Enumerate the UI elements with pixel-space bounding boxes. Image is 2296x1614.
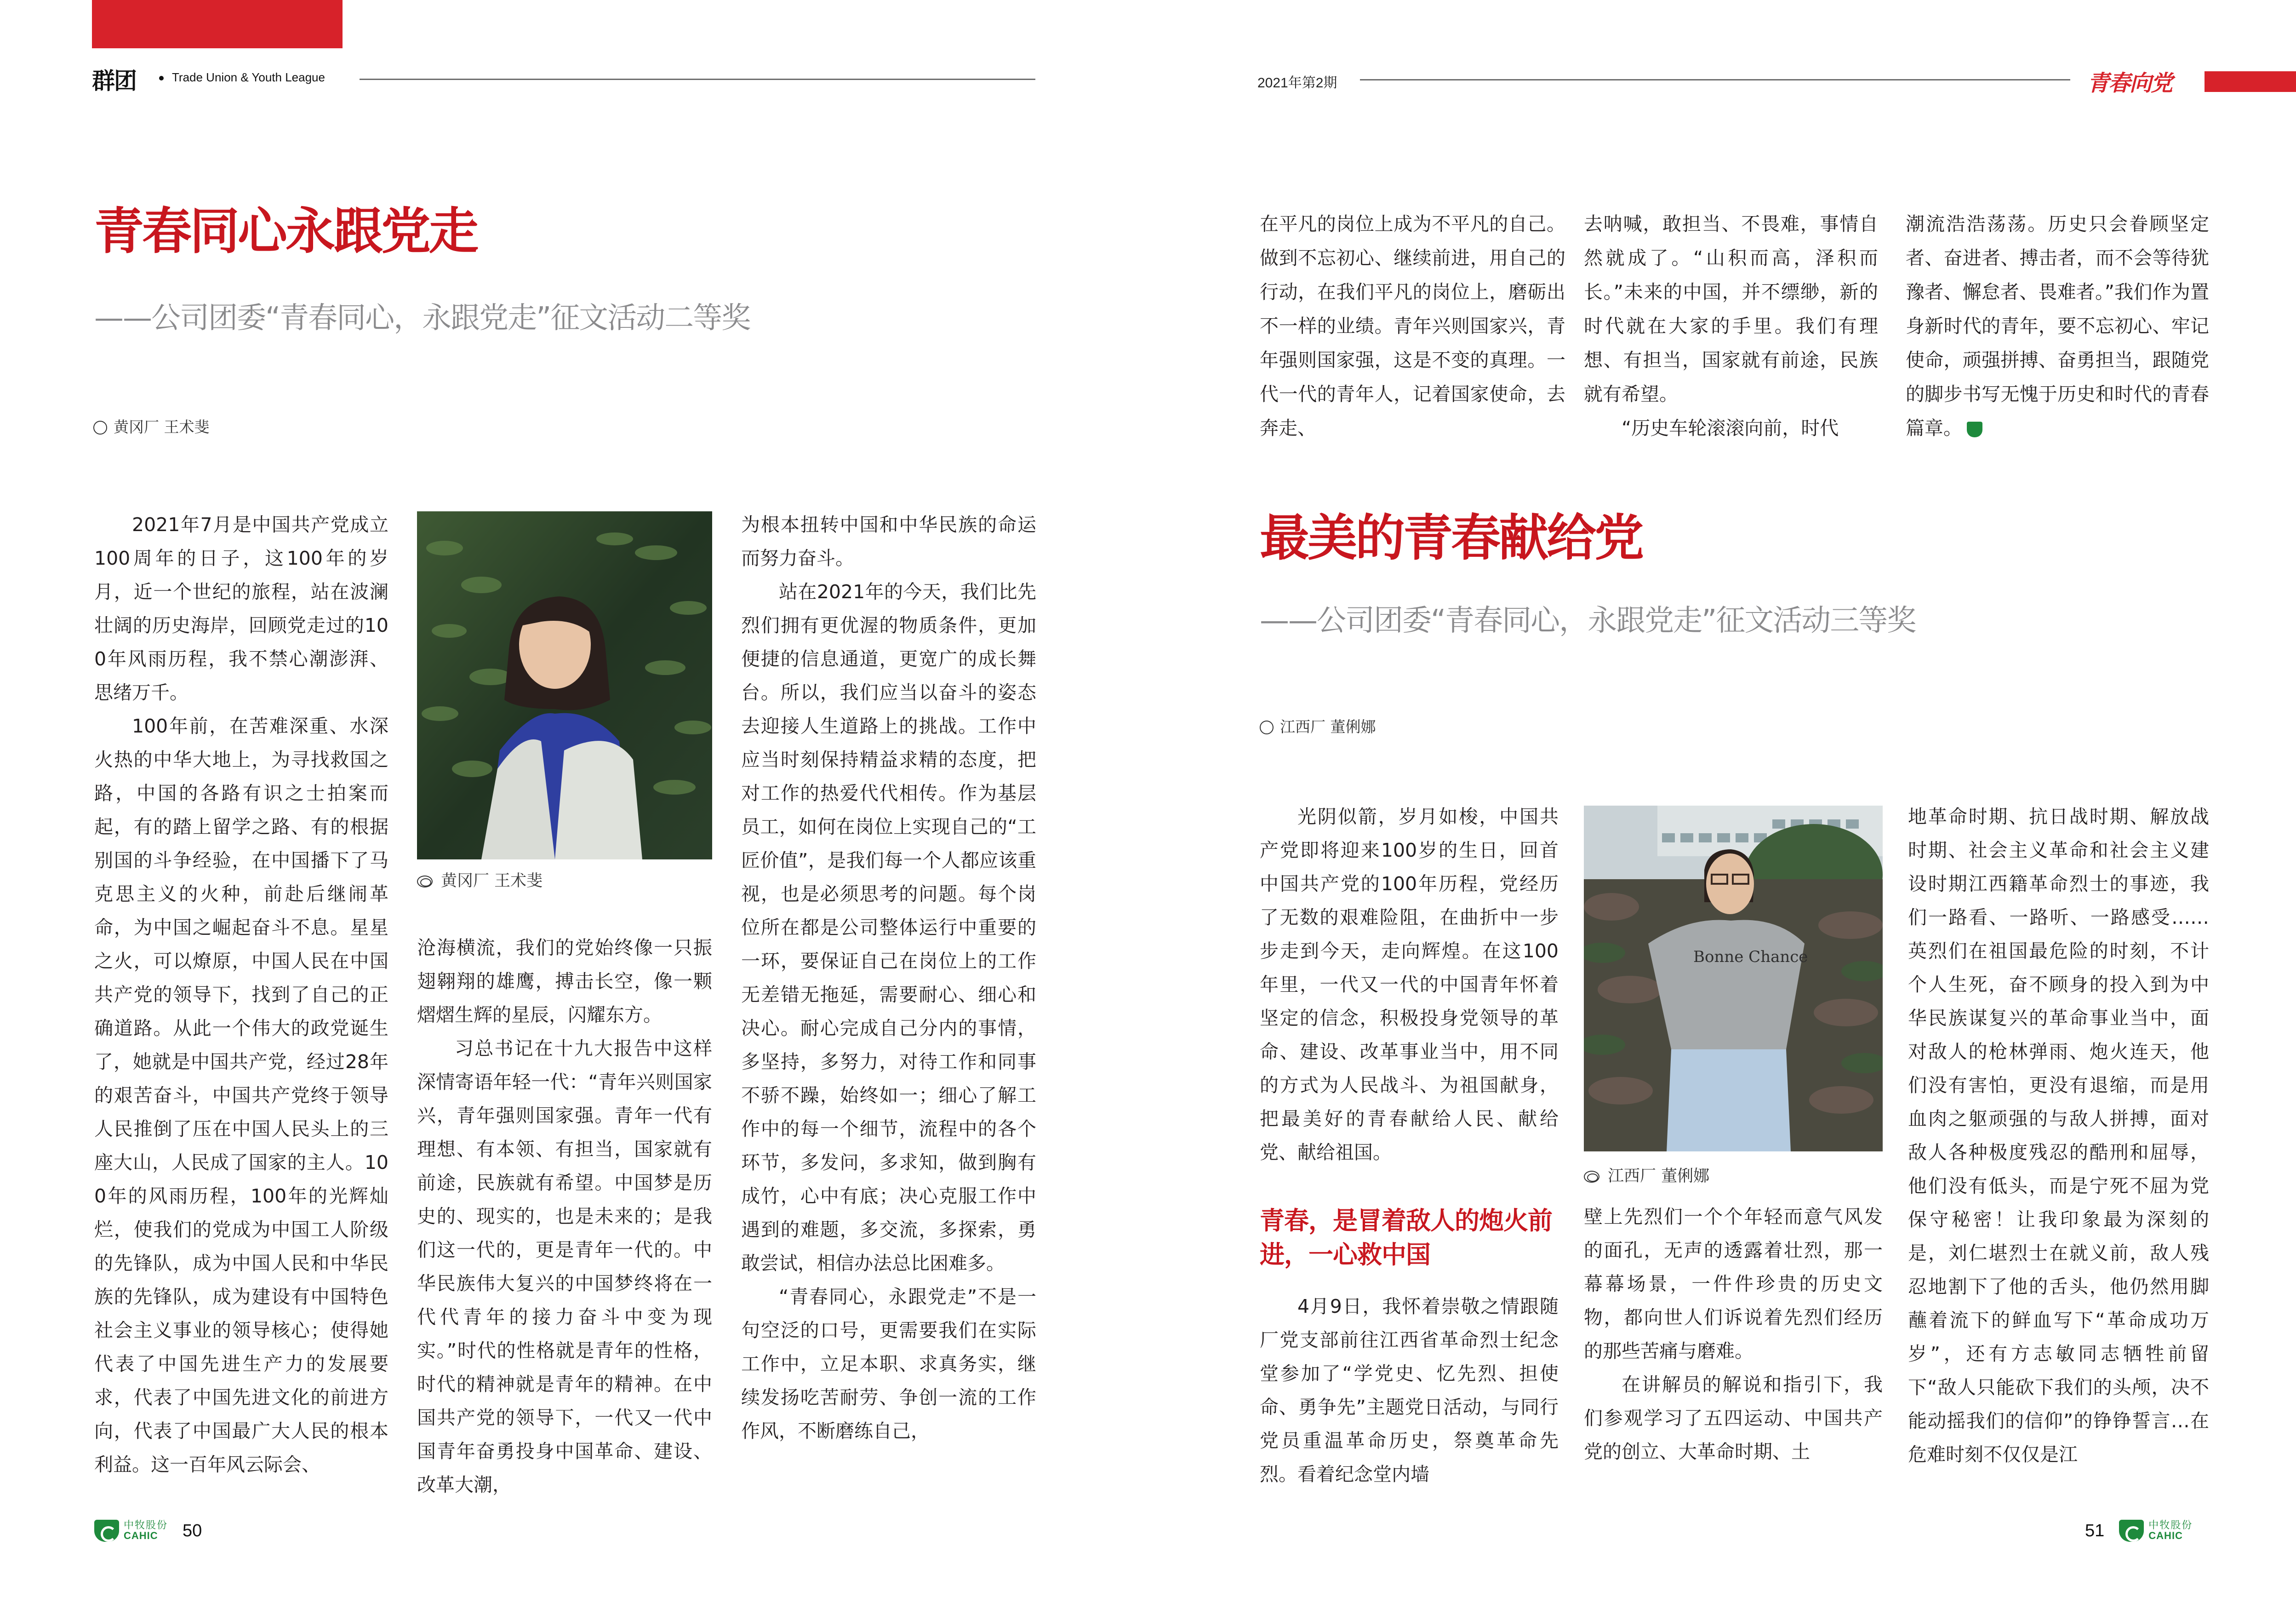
logo-en: CAHIC bbox=[2148, 1530, 2183, 1541]
article2-subhead: 青春，是冒着敌人的炮火前进，一心救中国 bbox=[1260, 1206, 1552, 1269]
paragraph: 100年前，在苦难深重、水深火热的中华大地上，为寻找救国之路，中国的各路有识之士拍案而起，有的踏上留学之路、有的根据别国的斗争经验，在中国播下了马克思主义的火种，前赴后继闹革命，为中国之崛起奋斗不息。星星之火，可以燎原，中国人民在中国共产党的领导下，找到了自己的正确道路。从此一个伟大的政党诞生了，她就是中国共产党，经过28年的艰苦奋斗，中国共产党终于领导人民推倒了压在中国人民头上的三座大山，人民成了国家的主人。100年的风雨历程，100年的光辉灿烂，使我们的党成为中国工人阶级的先锋队，成为中国人民和中华民族的先锋队，成为建设有中国特色社会主义事业的领导核心；使得她代表了中国先进生产力的发展要求，代表了中国先进文化的前进方向，代表了中国最广大人民的根本利益。这一百年风云际会、 bbox=[94, 715, 388, 1476]
cahic-logo-icon bbox=[94, 1520, 119, 1542]
footer-right bbox=[2085, 1520, 2193, 1542]
caption-text: 江西厂 董俐娜 bbox=[1608, 1167, 1710, 1185]
article2-subtitle: ——公司团委“青春同心，永跟党走”征文活动三等奖 bbox=[1260, 604, 1916, 638]
article1-column-1 bbox=[94, 508, 388, 1482]
article2-title: 最美的青春献给党 bbox=[1260, 509, 1643, 567]
end-of-article-logo-icon bbox=[1967, 422, 1982, 437]
logo-cn: 中牧股份 bbox=[2148, 1520, 2193, 1531]
paragraph: 去呐喊，敢担当、不畏难，事情自然就成了。“山积而高，泽积而长。”未来的中国，并不缥缈，新的时代就在大家的手里。我们有理想、有担当，国家就有前途，民族就有希望。 bbox=[1584, 213, 1878, 405]
logo-cn: 中牧股份 bbox=[124, 1520, 168, 1531]
portrait-photo-icon bbox=[417, 511, 712, 859]
logo-text bbox=[124, 1521, 168, 1541]
article1-subtitle: ——公司团委“青春同心，永跟党走”征文活动二等奖 bbox=[94, 301, 750, 335]
footer-left bbox=[94, 1520, 202, 1542]
article1-column-4 bbox=[1260, 207, 1565, 445]
logo-en: CAHIC bbox=[124, 1530, 158, 1541]
paragraph: 站在2021年的今天，我们比先烈们拥有更优渥的物质条件，更加便捷的信息通道，更宽广的成长舞台。所以，我们应当以奋斗的姿态去迎接人生道路上的挑战。工作中应当时刻保持精益求精的态度，把对工作的热爱代代相传。作为基层员工，如何在岗位上实现自己的“工匠价值”，是我们每一个人都应该重视，也是必须思考的问题。每个岗位所在都是公司整体运行中重要的一环，要保证自己在岗位上的工作无差错无拖延，需要耐心、细心和决心。耐心完成自己分内的事情，多坚持，多努力，对待工作和同事不骄不躁，始终如一；细心了解工作中的每一个细节，流程中的各个环节，多发问，多求知，做到胸有成竹，心中有底；决心克服工作中遇到的难题，多交流，多探索，勇敢尝试，相信办法总比困难多。 bbox=[741, 581, 1036, 1274]
paragraph: 在平凡的岗位上成为不平凡的自己。做到不忘初心、继续前进，用自己的行动，在我们平凡的岗位上，磨砺出不一样的业绩。青年兴则国家兴，青年强则国家强，这是不变的真理。一代一代的青年人，记着国家使命，去奔走、 bbox=[1260, 213, 1565, 439]
paragraph: 沧海横流，我们的党始终像一只振翅翱翔的雄鹰，搏击长空，像一颗熠熠生辉的星辰，闪耀东方。 bbox=[417, 937, 712, 1026]
article2-column-3 bbox=[1908, 800, 2209, 1471]
column-tag: 青春向党 bbox=[2087, 70, 2172, 96]
section-label-en: Trade Union & Youth League bbox=[172, 70, 325, 84]
article1-column-5 bbox=[1584, 207, 1878, 445]
byline-text: 黄冈厂 王术斐 bbox=[114, 418, 210, 436]
paragraph: 习总书记在十九大报告中这样深情寄语年轻一代：“青年兴则国家兴，青年强则国家强。青年一代有理想、有本领、有担当，国家就有前途，民族就有希望。中国梦是历史的、现实的，也是未来的；是我们这一代的，更是青年一代的。中华民族伟大复兴的中国梦终将在一代代青年的接力奋斗中变为现实。”时代的性格就是青年的性格，时代的精神就是青年的精神。在中国共产党的领导下，一代又一代中国青年奋勇投身中国革命、建设、改革大潮， bbox=[417, 1037, 712, 1496]
top-left-red-block bbox=[92, 0, 343, 48]
article2-column-1 bbox=[1260, 800, 1559, 1169]
article1-photo bbox=[417, 511, 712, 859]
double-circle-icon bbox=[417, 876, 433, 887]
cahic-logo-icon bbox=[2119, 1520, 2144, 1542]
issue-label: 2021年第2期 bbox=[1257, 75, 1337, 91]
article2-column-1b bbox=[1260, 1290, 1559, 1491]
paragraph: “历史车轮滚滚向前，时代 bbox=[1622, 417, 1839, 439]
article1-byline bbox=[93, 415, 210, 437]
paragraph: 4月9日，我怀着崇敬之情跟随厂党支部前往江西省革命烈士纪念堂参加了“学党史、忆先烈、担使命、勇争先”主题党日活动，与同行党员重温革命历史，祭奠革命先烈。看着纪念堂内墙 bbox=[1260, 1295, 1559, 1485]
article2-photo-caption bbox=[1584, 1163, 1709, 1186]
paragraph: 为根本扭转中国和中华民族的命运而努力奋斗。 bbox=[741, 514, 1036, 569]
caption-text: 黄冈厂 王术斐 bbox=[441, 872, 543, 890]
double-circle-icon bbox=[1584, 1171, 1599, 1183]
paragraph: 地革命时期、抗日战时期、解放战时期、社会主义革命和社会主义建设时期江西籍革命烈士的事迹，我们一路看、一路听、一路感受……英烈们在祖国最危险的时刻，不计个人生死，奋不顾身的投入到为中华民族谋复兴的革命事业当中，面对敌人的枪林弹雨、炮火连天，他们没有害怕，更没有退缩，而是用血肉之躯顽强的与敌人拼搏，面对敌人各种极度残忍的酷刑和屈辱，他们没有低头，而是宁死不屈为党保守秘密！让我印象最为深刻的是，刘仁堪烈士在就义前，敌人残忍地割下了他的舌头，他仍然用脚蘸着流下的鲜血写下“革命成功万岁”，还有方志敏同志牺牲前留下“敌人只能砍下我们的头颅，决不能动摇我们的信仰”的铮铮誓言…在危难时刻不仅仅是江 bbox=[1908, 806, 2209, 1465]
paragraph: 壁上先烈们一个个年轻而意气风发的面孔，无声的透露着壮烈，那一幕幕场景，一件件珍贵的历史文物，都向世人们诉说着先烈们经历的那些苦痛与磨难。 bbox=[1584, 1206, 1883, 1362]
article1-title: 青春同心永跟党走 bbox=[94, 203, 477, 260]
article2-column-2 bbox=[1584, 1200, 1883, 1469]
byline-circle-icon bbox=[1260, 721, 1274, 734]
paragraph: 光阴似箭，岁月如梭，中国共产党即将迎来100岁的生日，回首中国共产党的100年历程，党经历了无数的艰难险阻，在曲折中一步步走到今天，走向辉煌。在这100年里，一代又一代的中国青年怀着坚定的信念，积极投身党领导的革命、建设、改革事业当中，用不同的方式为人民战斗、为祖国献身，把最美好的青春献给人民、献给党、献给祖国。 bbox=[1260, 806, 1559, 1163]
top-right-red-block bbox=[2205, 71, 2296, 92]
header-rule-left bbox=[360, 79, 1035, 80]
paragraph: “青春同心，永跟党走”不是一句空泛的口号，更需要我们在实际工作中，立足本职、求真务实，继续发扬吃苦耐劳、争创一流的工作作风，不断磨练自己， bbox=[741, 1286, 1036, 1442]
paragraph: 在讲解员的解说和指引下，我们参观学习了五四运动、中国共产党的创立、大革命时期、土 bbox=[1584, 1374, 1883, 1463]
byline-circle-icon bbox=[93, 421, 107, 435]
article1-column-3 bbox=[741, 508, 1036, 1448]
page-number-left: 50 bbox=[183, 1521, 202, 1540]
shirt-text: Bonne Chance bbox=[1693, 948, 1808, 966]
article1-column-2 bbox=[417, 931, 712, 1502]
bullet-dot-icon bbox=[159, 76, 164, 80]
paragraph-text: 潮流浩浩荡荡。历史只会眷顾坚定者、奋进者、搏击者，而不会等待犹豫者、懈怠者、畏难者。”我们作为置身新时代的青年，要不忘初心、牢记使命，顽强拼搏、奋勇担当，跟随党的脚步书写无愧于历史和时代的青春篇章。 bbox=[1906, 213, 2209, 439]
section-label-cn: 群团 bbox=[92, 68, 136, 94]
article2-photo bbox=[1584, 806, 1883, 1151]
article1-photo-caption bbox=[417, 868, 543, 891]
page-number-right: 51 bbox=[2085, 1521, 2105, 1540]
paragraph: 2021年7月是中国共产党成立100周年的日子，这100年的岁月，近一个世纪的旅程，站在波澜壮阔的历史海岸，回顾党走过的100年风雨历程，我不禁心潮澎湃、思绪万千。 bbox=[94, 514, 388, 704]
logo-text bbox=[2148, 1521, 2193, 1541]
byline-text: 江西厂 董俐娜 bbox=[1280, 718, 1376, 736]
article2-byline bbox=[1260, 715, 1376, 737]
header-rule-right bbox=[1360, 79, 2070, 80]
article1-column-6 bbox=[1906, 207, 2209, 445]
paragraph bbox=[1906, 207, 2209, 445]
portrait-photo-icon bbox=[1584, 806, 1883, 1151]
